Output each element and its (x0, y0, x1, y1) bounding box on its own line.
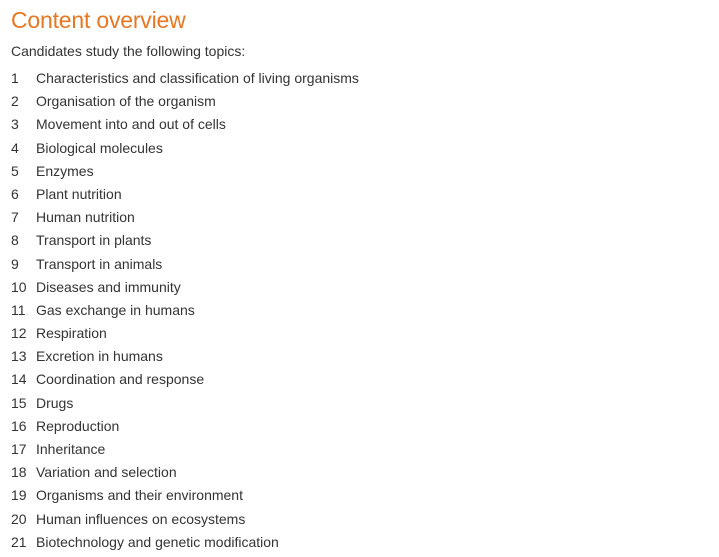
topic-item (11, 510, 359, 533)
topic-label: Drugs (36, 394, 74, 411)
topic-label: Biotechnology and genetic modification (36, 533, 279, 550)
topic-label: Reproduction (36, 417, 120, 434)
topic-number: 3 (11, 116, 19, 133)
topic-label: Coordination and response (36, 371, 205, 388)
topic-item (11, 463, 359, 486)
topic-item (11, 69, 359, 92)
topic-number: 2 (11, 93, 19, 110)
topic-label: Inheritance (36, 441, 106, 457)
topic-label: Organisms and their environment (36, 487, 243, 504)
topic-item (11, 394, 359, 417)
topic-label: Human nutrition (36, 209, 135, 226)
topic-item (11, 533, 359, 556)
topic-item (11, 440, 359, 463)
topic-item (11, 208, 359, 231)
topic-item (11, 486, 359, 509)
page-title: Content overview (11, 7, 186, 33)
topic-label: Respiration (36, 325, 107, 342)
topic-number: 12 (11, 325, 27, 342)
topic-label: Characteristics and classification of living organisms (36, 70, 359, 86)
topic-item (11, 301, 359, 324)
topic-item (11, 231, 359, 254)
topic-number: 18 (11, 464, 27, 481)
topic-number: 9 (11, 255, 19, 272)
topic-number: 19 (11, 487, 27, 504)
topic-label: Transport in plants (36, 232, 152, 249)
topic-number: 5 (11, 162, 19, 179)
topic-item (11, 185, 359, 208)
topic-item (11, 370, 359, 393)
topic-item (11, 347, 359, 370)
topic-number: 16 (11, 417, 27, 434)
topic-label: Biological molecules (36, 139, 163, 156)
topic-number: 7 (11, 209, 19, 226)
topic-number: 10 (11, 278, 27, 295)
topic-list (11, 69, 359, 556)
topic-label: Diseases and immunity (36, 278, 181, 295)
topic-number: 4 (11, 139, 19, 156)
topic-label: Transport in animals (36, 255, 163, 272)
topic-number: 6 (11, 185, 19, 202)
topic-label: Gas exchange in humans (36, 301, 195, 318)
topic-number: 1 (11, 70, 19, 86)
topic-number: 8 (11, 232, 19, 249)
topic-label: Human influences on ecosystems (36, 510, 246, 527)
topic-item (11, 278, 359, 301)
topic-number: 11 (11, 301, 26, 318)
topic-number: 17 (11, 441, 27, 457)
topic-item (11, 255, 359, 278)
topic-number: 21 (11, 533, 27, 550)
topic-item (11, 92, 359, 115)
topic-item (11, 115, 359, 138)
topic-label: Plant nutrition (36, 185, 122, 202)
topic-item (11, 417, 359, 440)
topic-item (11, 324, 359, 347)
topic-item (11, 139, 359, 162)
topic-number: 20 (11, 510, 27, 527)
topic-number: 15 (11, 394, 27, 411)
topic-label: Excretion in humans (36, 348, 163, 365)
topic-label: Movement into and out of cells (36, 116, 226, 133)
topic-label: Enzymes (36, 162, 94, 179)
intro-text: Candidates study the following topics: (11, 43, 246, 59)
topic-label: Organisation of the organism (36, 93, 216, 110)
topic-number: 13 (11, 348, 27, 365)
topic-number: 14 (11, 371, 27, 388)
topic-label: Variation and selection (36, 464, 177, 481)
topic-item (11, 162, 359, 185)
